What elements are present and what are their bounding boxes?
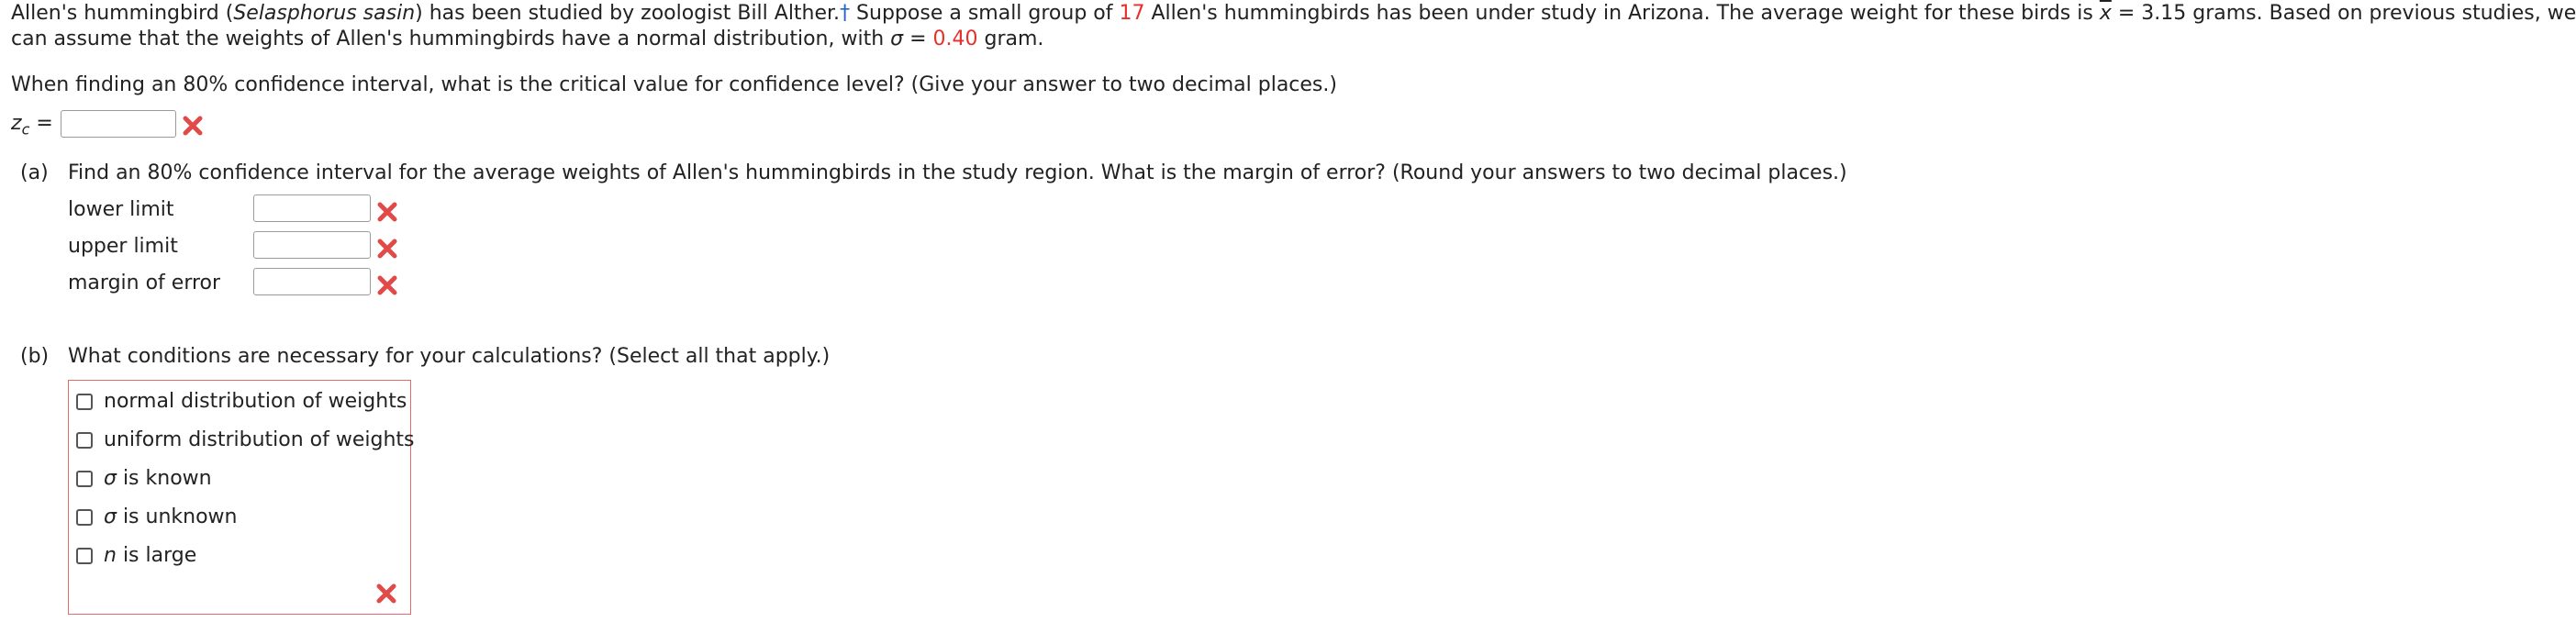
margin-of-error-input[interactable]: [253, 268, 371, 295]
sigma-symbol: σ: [104, 505, 117, 528]
problem-line-1: [11, 0, 2576, 28]
text: gram.: [977, 28, 1044, 50]
option-label: [104, 504, 237, 531]
sigma-value: 0.40: [932, 28, 978, 50]
text: Suppose a small group of: [850, 2, 1120, 25]
x-mark-icon: [376, 201, 398, 223]
sample-size-value: 17: [1119, 2, 1145, 25]
text: ) has been studied by zoologist Bill Alther.: [415, 2, 841, 25]
text: can assume that the weights of Allen's hummingbirds have a normal distribution, with: [11, 28, 891, 50]
lower-limit-label: lower limit: [68, 198, 174, 221]
text: Allen's hummingbird (: [11, 2, 234, 25]
z-symbol: z: [11, 112, 22, 135]
x-mark-icon: [376, 274, 398, 296]
text: uniform distribution of weights: [104, 428, 415, 451]
text: Allen's hummingbirds has been under study in Arizona. The average weight for these birds is: [1144, 2, 2100, 25]
upper-limit-input[interactable]: [253, 231, 371, 259]
text: normal distribution of weights: [104, 390, 407, 413]
part-a-label: (a): [20, 161, 49, 184]
footnote-dagger-link[interactable]: †: [840, 2, 851, 25]
x-mark-icon: [182, 115, 204, 137]
option-label: [104, 465, 212, 493]
conditions-checkbox-group: [68, 380, 415, 615]
part-b-label: (b): [20, 345, 50, 368]
part-b-question: What conditions are necessary for your calculations? (Select all that apply.): [68, 345, 831, 368]
z-c-label: [11, 110, 53, 143]
text: is known: [116, 467, 212, 490]
z-subscript: c: [21, 120, 30, 139]
sigma-symbol: σ: [104, 467, 117, 490]
option-label: [104, 388, 407, 416]
checkbox-sigma-known[interactable]: [76, 471, 93, 487]
checkbox-sigma-unknown[interactable]: [76, 509, 93, 526]
part-a-question: Find an 80% confidence interval for the average weights of Allen's hummingbirds in the study region. What is the margin of error? (Round your answers to two decimal places.): [68, 161, 1847, 184]
z-c-input[interactable]: [61, 110, 176, 138]
x-mark-icon: [376, 238, 398, 260]
margin-of-error-label: margin of error: [68, 272, 221, 294]
equals-sign: =: [36, 112, 53, 135]
text: is unknown: [116, 505, 238, 528]
checkbox-n-large[interactable]: [76, 548, 93, 564]
lower-limit-input[interactable]: [253, 194, 371, 222]
option-label: [104, 542, 196, 570]
problem-line-2: [11, 26, 1043, 53]
upper-limit-label: upper limit: [68, 235, 178, 258]
sigma-symbol: σ =: [890, 28, 933, 50]
xbar-symbol: $\overline{x}$: [2099, 2, 2112, 25]
text: = 3.15 grams. Based on previous studies, we: [2111, 2, 2576, 25]
n-symbol: n: [104, 544, 117, 567]
option-label: [104, 427, 415, 454]
text: is large: [116, 544, 197, 567]
x-mark-icon: [375, 583, 397, 605]
checkbox-normal-distribution[interactable]: [76, 394, 93, 410]
checkbox-uniform-distribution[interactable]: [76, 432, 93, 449]
species-name: Selasphorus sasin: [233, 2, 416, 25]
critical-value-question: When finding an 80% confidence interval, what is the critical value for confidence level? (Give your answer to two decimal places.): [11, 73, 1337, 96]
